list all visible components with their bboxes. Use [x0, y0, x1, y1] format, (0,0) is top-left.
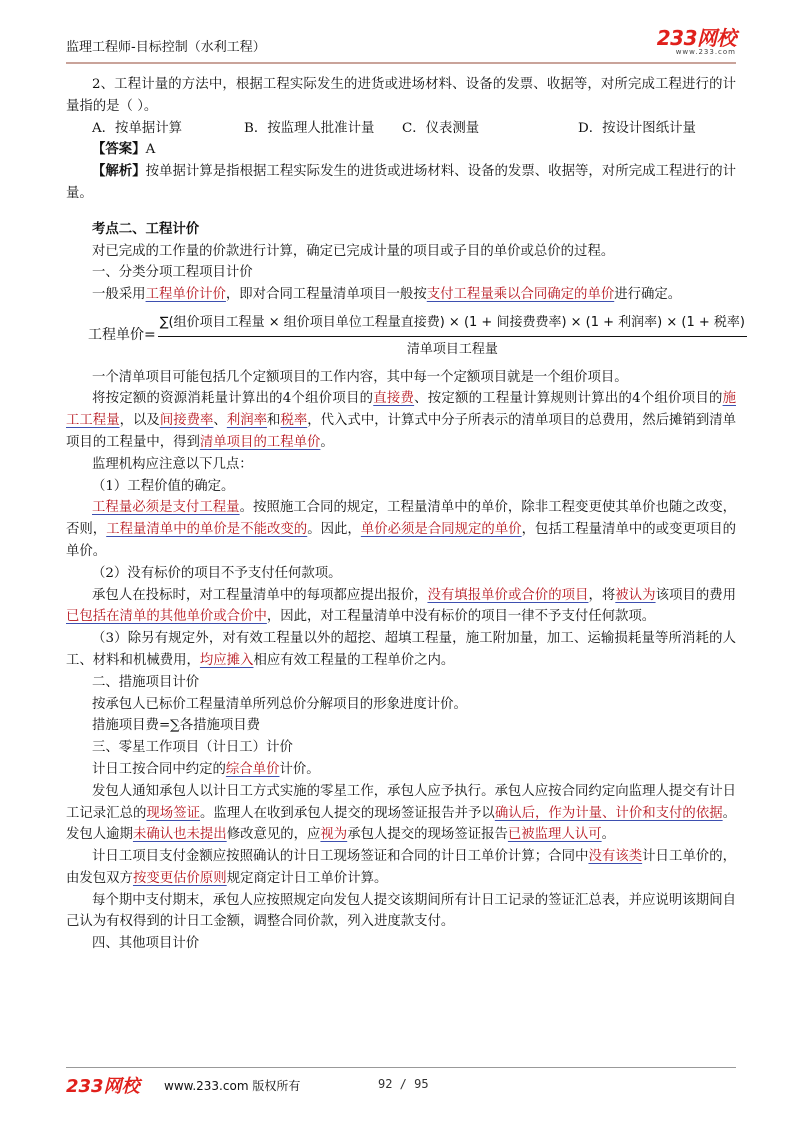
key-phrase: 没有填报单价或合价的项目 [427, 587, 589, 603]
paragraph: 发包人通知承包人以计日工方式实施的零星工作，承包人应予执行。承包人应按合同约定向监理人提交有计日工记录汇总的现场签证。监理人在收到承包人提交的现场签证报告并予以确认后，作为计量、计价和支付的依据。发包人逾期未确认也未提出修改意见的，应视为承包人提交的现场签证报告已被监理人认可。 [66, 783, 737, 843]
key-phrase: 按变更估价原则 [132, 870, 227, 886]
section-title: 考点二、工程计价 [92, 220, 200, 237]
key-phrase: 视为 [320, 827, 348, 843]
paragraph: 承包人在投标时，对工程量清单中的每项都应提出报价，没有填报单价或合价的项目，将被认为该项目的费用已包括在清单的其他单价或合价中，因此，对工程量清单中没有标价的项目一律不予支付任何款项。 [66, 587, 737, 625]
numbered-point: （2）没有标价的项目不予支付任何款项。 [92, 565, 342, 581]
unit-price-formula [88, 312, 745, 361]
question-stem: 2、工程计量的方法中，根据工程实际发生的进货或进场材料、设备的发票、收据等，对所完成工程进行的计量指的是（ ）。 [66, 77, 736, 114]
formula-numerator: ∑(组价项目工程量 × 组价项目单位工程量直接费) × (1 + 间接费费率) × (1 + 利润率) × (1 + 税率) [158, 312, 747, 337]
paragraph: 措施项目费=∑各措施项目费 [92, 718, 261, 734]
key-phrase: 清单项目的工程单价 [199, 434, 321, 450]
subsection-heading: 一、分类分项工程项目计价 [92, 265, 253, 281]
paragraph: 将按定额的资源消耗量计算出的4个组价项目的直接费、按定额的工程量计算规则计算出的4个组价项目的施工工程量，以及间接费率、利润率和税率，代入式中，计算式中分子所表示的清单项目的总费用，然后摊销到清单项目的工程量中，得到清单项目的工程单价。 [66, 391, 737, 450]
numbered-point: （1）工程价值的确定。 [92, 478, 235, 494]
key-phrase: 均应摊入 [199, 652, 254, 668]
footer-copyright: www.233.com 版权所有 [164, 1079, 301, 1093]
formula-fraction [158, 312, 747, 361]
subsection-heading: 三、零星工作项目（计日工）计价 [92, 740, 293, 756]
header-divider [66, 62, 736, 64]
option-b: B．按监理人批准计量 [244, 120, 375, 136]
key-phrase: 支付工程量乘以合同确定的单价 [426, 287, 615, 303]
key-phrase: 施工工程量 [66, 391, 736, 429]
option-c: C．仪表测量 [402, 120, 480, 136]
key-phrase: 工程量清单中的单价是不能改变的 [106, 522, 308, 538]
key-phrase: 未确认也未提出 [132, 827, 227, 843]
key-phrase: 直接费 [373, 391, 415, 407]
formula-lhs: 工程单价= [88, 327, 156, 344]
subsection-heading: 二、措施项目计价 [92, 674, 200, 690]
key-phrase: 单价必须是合同规定的单价 [360, 522, 522, 538]
key-phrase: 间接费率 [159, 413, 214, 429]
page-header [66, 28, 736, 64]
key-phrase: 确认后，作为计量、计价和支付的依据 [494, 805, 723, 821]
key-phrase: 没有该类 [588, 849, 643, 865]
paragraph: 计日工按合同中约定的综合单价计价。 [92, 761, 320, 777]
paragraph: 监理机构应注意以下几点： [92, 456, 253, 472]
option-d: D．按设计图纸计量 [578, 120, 696, 136]
key-phrase: 现场签证 [146, 805, 201, 821]
key-phrase: 工程单价计价 [145, 287, 226, 303]
section-intro: 对已完成的工作量的价款进行计算，确定已完成计量的项目或子目的单价或总价的过程。 [92, 243, 615, 259]
paragraph: 工程量必须是支付工程量。按照施工合同的规定，工程量清单中的单价，除非工程变更使其单价也随之改变，否则，工程量清单中的单价是不能改变的。因此，单价必须是合同规定的单价，包括工程量清单中的或变更项目的单价。 [66, 500, 737, 559]
footer-logo: 233网校 [66, 1076, 140, 1097]
brand-logo [657, 28, 736, 56]
key-phrase: 工程量必须是支付工程量 [92, 500, 240, 516]
key-phrase: 利润率 [226, 413, 268, 429]
key-phrase: 被认为 [615, 587, 656, 603]
paragraph: 一般采用工程单价计价，即对合同工程量清单项目一般按支付工程量乘以合同确定的单价进行确定。 [92, 287, 682, 303]
key-phrase: 已包括在清单的其他单价或合价中 [66, 609, 267, 625]
page-number: 92 / 95 [378, 1077, 429, 1091]
key-phrase: 已被监理人认可 [507, 827, 602, 843]
key-phrase: 税率 [280, 413, 308, 429]
brand-logo-url: www.233.com [675, 48, 736, 56]
subsection-heading: 四、其他项目计价 [92, 936, 200, 952]
question-options [66, 118, 736, 140]
formula-denominator: 清单项目工程量 [406, 341, 498, 357]
paragraph: 计日工项目支付金额应按照确认的计日工现场签证和合同的计日工单价计算；合同中没有该类计日工单价的，由发包双方按变更估价原则规定商定计日工单价计算。 [66, 849, 737, 886]
analysis-text: 按单据计算是指根据工程实际发生的进货或进场材料、设备的发票、收据等，对所完成工程进行的计量。 [66, 164, 736, 201]
answer-value: A [145, 142, 156, 158]
paragraph: 按承包人已标价工程量清单所列总价分解项目的形象进度计价。 [92, 696, 467, 712]
key-phrase: 综合单价 [225, 761, 280, 777]
numbered-point: （3）除另有规定外，对有效工程量以外的超挖、超填工程量，施工附加量，加工、运输损耗量等所消耗的人工、材料和机械费用，均应摊入相应有效工程量的工程单价之内。 [66, 631, 736, 668]
analysis-line: 【解析】按单据计算是指根据工程实际发生的进货或进场材料、设备的发票、收据等，对所完成工程进行的计量。 [66, 163, 736, 201]
page-content [66, 74, 745, 955]
answer-line: 【答案】A [92, 141, 156, 158]
paragraph: 每个期中支付期末，承包人应按照规定向发包人提交该期间所有计日工记录的签证汇总表，并应说明该期间自己认为有权得到的计日工金额，调整合同价款，列入进度款支付。 [66, 892, 736, 930]
page-footer [66, 1072, 736, 1098]
option-a: A．按单据计算 [92, 120, 183, 136]
document-title: 监理工程师-目标控制（水利工程） [66, 40, 266, 55]
paragraph: 一个清单项目可能包括几个定额项目的工作内容，其中每一个定额项目就是一个组价项目。 [92, 369, 628, 385]
footer-divider [66, 1067, 736, 1068]
brand-logo-text: 233网校 [656, 26, 736, 50]
